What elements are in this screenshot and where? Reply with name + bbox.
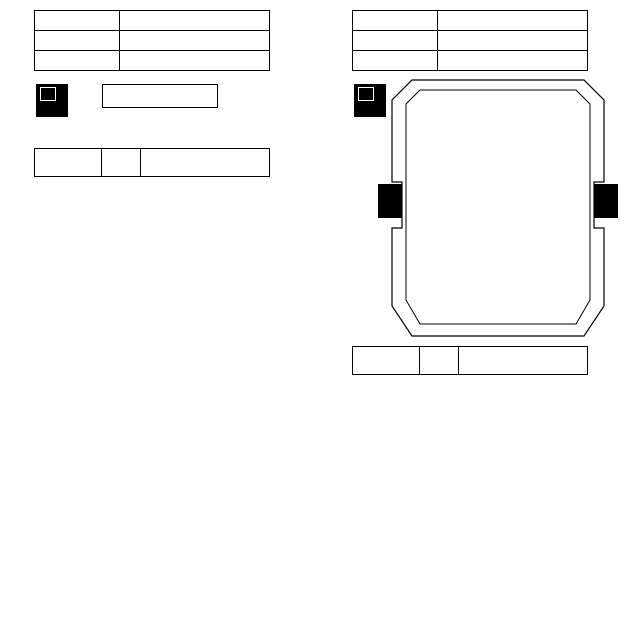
- header-color: [420, 347, 459, 375]
- e29-terminal-table: [34, 148, 270, 177]
- value: [120, 51, 270, 71]
- e30-connector-outline: [372, 78, 624, 338]
- label: [35, 31, 120, 51]
- value: [120, 11, 270, 31]
- right-latch-icon: [594, 184, 618, 218]
- e30-terminal-table: [352, 346, 588, 375]
- header-color: [102, 149, 141, 177]
- e29-info-table: [34, 10, 270, 71]
- header-signal: [459, 347, 588, 375]
- e29-connector-face: [102, 84, 218, 108]
- e30-info-table: [352, 10, 588, 71]
- label: [353, 51, 438, 71]
- header-signal: [141, 149, 270, 177]
- value: [438, 51, 588, 71]
- harness-side-icon: [40, 87, 56, 101]
- label: [353, 31, 438, 51]
- header-terminal: [353, 347, 420, 375]
- label: [35, 51, 120, 71]
- hs-badge-e29: [36, 84, 68, 117]
- value: [438, 31, 588, 51]
- left-latch-icon: [378, 184, 402, 218]
- value: [120, 31, 270, 51]
- label: [353, 11, 438, 31]
- label: [35, 11, 120, 31]
- value: [438, 11, 588, 31]
- header-terminal: [35, 149, 102, 177]
